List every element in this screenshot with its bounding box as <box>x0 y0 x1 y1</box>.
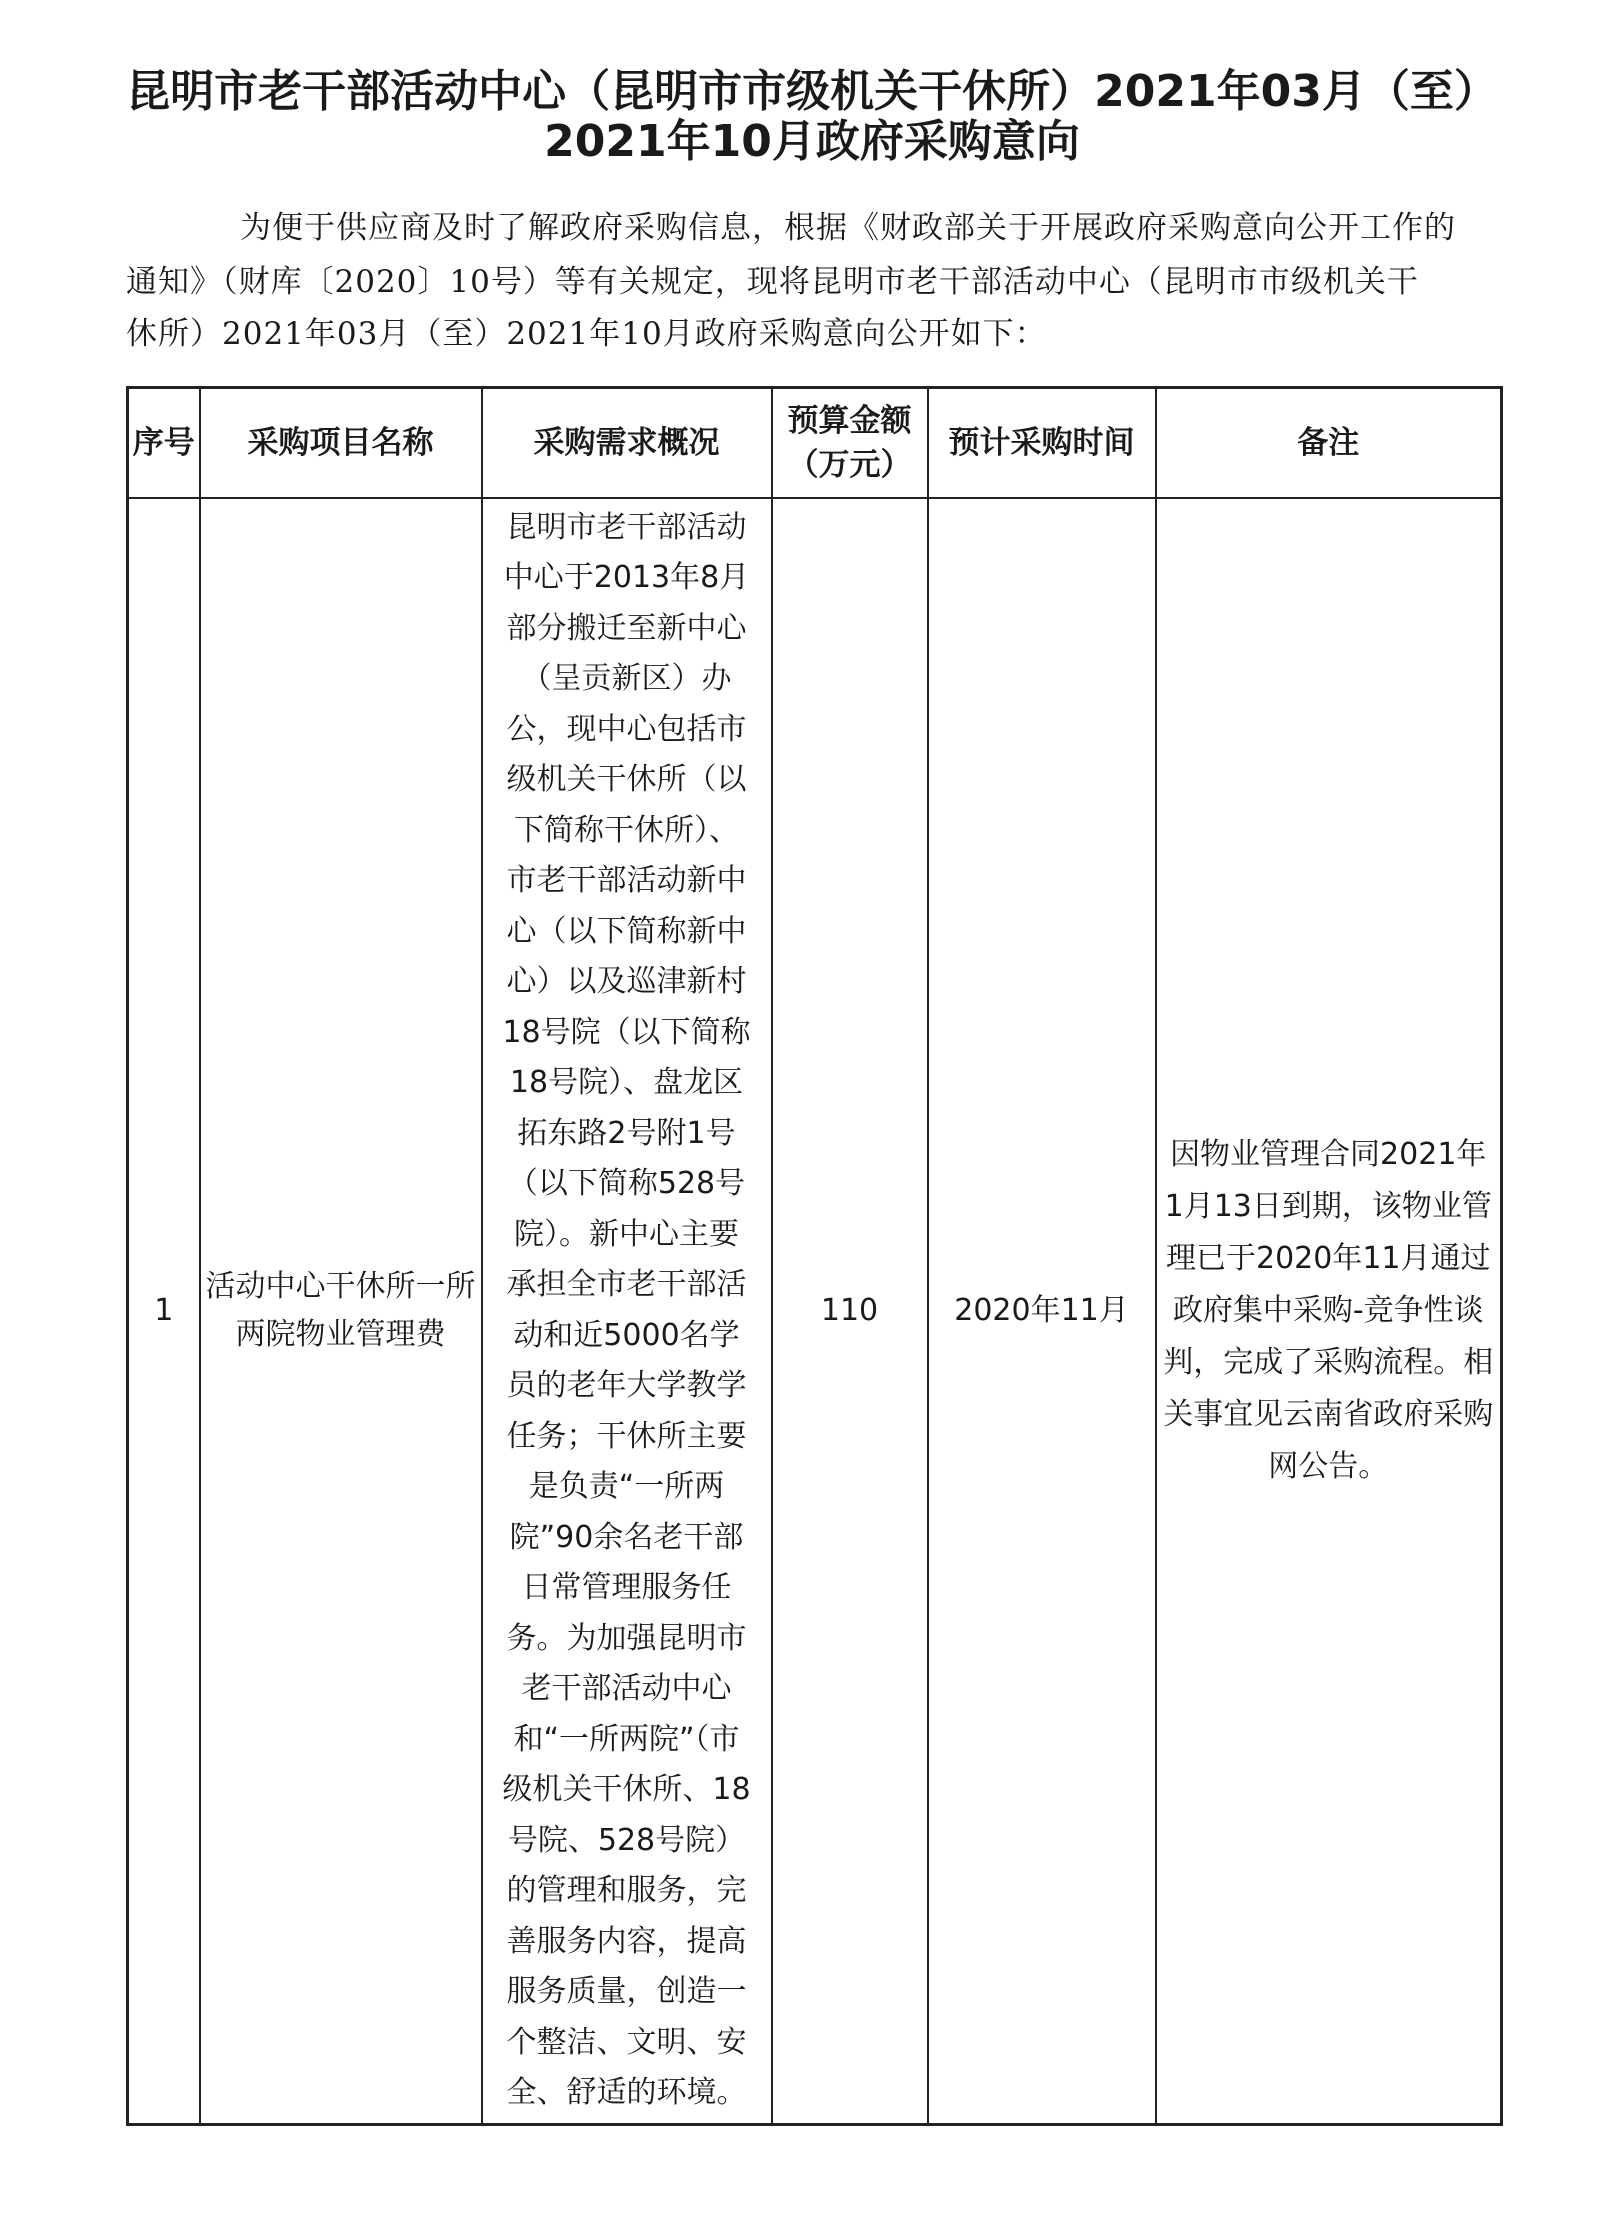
header-requirement-summary: 采购需求概况 <box>482 388 772 498</box>
cell-seq: 1 <box>128 498 200 2125</box>
cell-budget: 110 <box>772 498 928 2125</box>
intro-paragraph-line-3: 休所）2021年03月（至）2021年10月政府采购意向公开如下： <box>126 316 1047 352</box>
procurement-intent-table <box>126 386 1503 2126</box>
document-title-line-2: 2021年10月政府采购意向 <box>544 116 1080 167</box>
cell-estimated-time: 2020年11月 <box>928 498 1156 2125</box>
requirement-summary-text: 昆明市老干部活动中心于2013年8月部分搬迁至新中心（呈贡新区）办公，现中心包括市级机关干休所（以下简称干休所）、市老干部活动新中心（以下简称新中心）以及巡津新村18号院（以下简称18号院）、盘龙区拓东路2号附1号（以下简称528号院）。新中心主要承担全市老干部活动和近5000名学员的老年大学教学任务；干休所主要是负责“一所两院”90余名老干部日常管理服务任务。为加强昆明市老干部活动中心和“一所两院”（市级机关干休所、18号院、528号院）的管理和服务，完善服务内容，提高服务质量，创造一个整洁、文明、安全、舒适的环境。 <box>502 509 751 2110</box>
table-header-row <box>128 388 1502 498</box>
header-budget: 预算金额（万元） <box>772 388 928 498</box>
header-seq: 序号 <box>128 388 200 498</box>
remarks-text: 因物业管理合同2021年1月13日到期，该物业管理已于2020年11月通过政府集中采购-竞争性谈判，完成了采购流程。相关事宜见云南省政府采购网公告。 <box>1163 1136 1494 1484</box>
header-estimated-time: 预计采购时间 <box>928 388 1156 498</box>
table-row <box>128 498 1502 2125</box>
cell-remarks <box>1156 498 1502 2125</box>
cell-project-name <box>200 498 482 2125</box>
cell-requirement-summary <box>482 498 772 2125</box>
intro-paragraph-line-1: 为便于供应商及时了解政府采购信息，根据《财政部关于开展政府采购意向公开工作的 <box>240 210 1456 246</box>
project-name-text: 活动中心干休所一所两院物业管理费 <box>205 1268 476 1352</box>
header-project-name: 采购项目名称 <box>200 388 482 498</box>
intro-paragraph-line-2: 通知》（财库〔2020〕10号）等有关规定，现将昆明市老干部活动中心（昆明市市级机关干 <box>126 264 1419 300</box>
document-title-line-1: 昆明市老干部活动中心（昆明市市级机关干休所）2021年03月（至） <box>126 66 1498 117</box>
header-remarks: 备注 <box>1156 388 1502 498</box>
